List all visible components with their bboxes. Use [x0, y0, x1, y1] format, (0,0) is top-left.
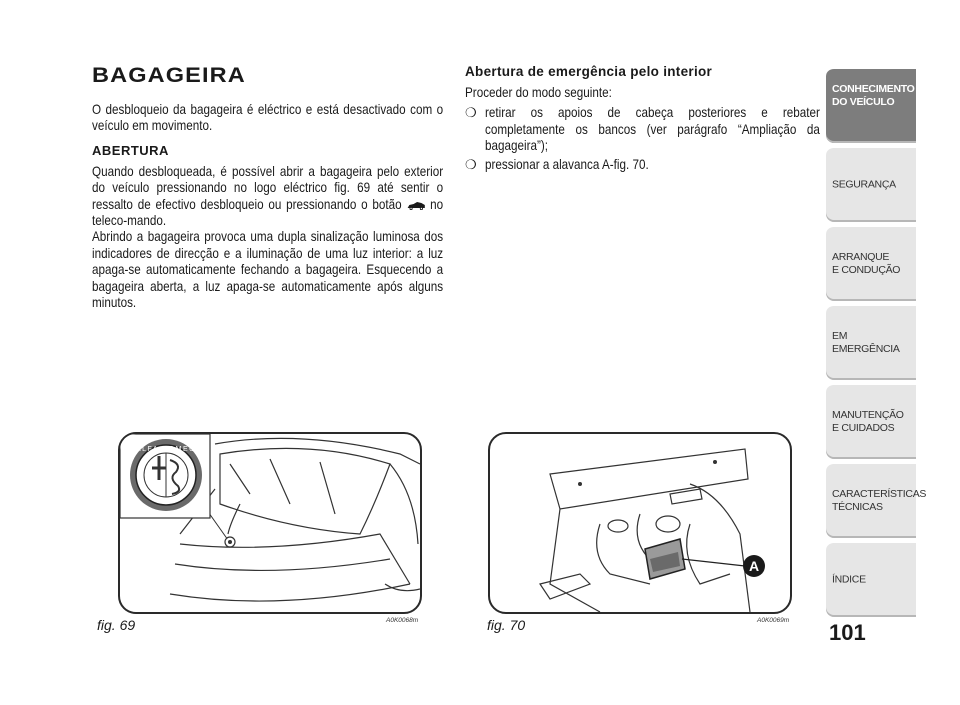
signal-paragraph: Abrindo a bagageira provoca uma dupla sinalização luminosa dos indicadores de direcção e a iluminação de uma luz interior: a luz apaga-se automaticamente fechando a bagageira. Esquecendo a bagageira aberta, a luz apaga-se automaticamente após alguns minutos. — [92, 229, 444, 311]
procedure-list — [465, 105, 820, 173]
badge-text: ALFA ROMEO — [135, 446, 197, 453]
left-column — [92, 64, 444, 311]
tab-arranque-e-conducao[interactable] — [826, 226, 916, 301]
chapter-tabs — [826, 68, 927, 621]
emergency-lever-illustration — [490, 434, 790, 612]
list-item-text: pressionar a alavanca A-fig. 70. — [485, 156, 649, 172]
list-item — [465, 105, 820, 154]
right-column — [465, 64, 820, 175]
intro-paragraph: O desbloqueio da bagageira é eléctrico e está desactivado com o veículo em movimento. — [92, 102, 444, 134]
tab-label: ÍNDICE — [832, 573, 866, 586]
emergency-heading: Abertura de emergência pelo interior — [465, 64, 713, 79]
bullet-icon: ❍ — [465, 156, 477, 172]
page-number: 101 — [829, 620, 866, 645]
callout-a-label: A — [748, 558, 760, 574]
tab-label: SEGURANÇA — [832, 178, 896, 191]
tab-indice[interactable] — [826, 542, 916, 617]
tab-label: MANUTENÇÃO E CUIDADOS — [832, 409, 904, 434]
bullet-icon: ❍ — [465, 105, 477, 121]
tab-manutencao-e-cuidados[interactable] — [826, 384, 916, 459]
procedure-intro: Proceder do modo seguinte: — [465, 85, 612, 100]
tab-label: EM EMERGÊNCIA — [832, 330, 900, 355]
figure-69-trunk-exterior — [118, 432, 422, 614]
opening-text-part1: Quando desbloqueada, é possível abrir a bagageira pelo exterior do veículo pressionando no logo eléctrico fig. 69 até sentir o ressalto de efectivo desbloqueio ou pressionando o botão — [92, 163, 444, 212]
tab-conhecimento-do-veiculo[interactable] — [826, 68, 916, 143]
page-title: BAGAGEIRA — [92, 64, 246, 87]
list-item — [465, 157, 815, 173]
figure-69-label: fig. 69 — [97, 617, 136, 633]
tab-seguranca[interactable] — [826, 147, 916, 222]
tab-em-emergencia[interactable] — [826, 305, 916, 380]
tab-label: CONHECIMENTO DO VEÍCULO — [832, 82, 915, 108]
car-trunk-icon — [406, 201, 425, 210]
tab-label: CARACTERÍSTICAS TÉCNICAS — [832, 488, 927, 513]
opening-text-part2: no teleco-mando. — [92, 196, 444, 229]
list-item-text: retirar os apoios de cabeça posteriores e rebater completamente os bancos (ver parágrafo “Ampliação da bagageira”); — [485, 105, 820, 154]
opening-paragraph — [92, 164, 443, 230]
figure-70-code: A0K0069m — [757, 617, 790, 624]
section-heading: ABERTURA — [92, 142, 169, 158]
figure-69-code: A0K0068m — [386, 617, 419, 624]
figure-70-label: fig. 70 — [487, 617, 526, 633]
trunk-exterior-illustration — [120, 434, 420, 612]
tab-caracteristicas-tecnicas[interactable] — [826, 463, 927, 538]
figure-70-emergency-lever — [488, 432, 792, 614]
tab-label: ARRANQUE E CONDUÇÃO — [832, 251, 901, 276]
